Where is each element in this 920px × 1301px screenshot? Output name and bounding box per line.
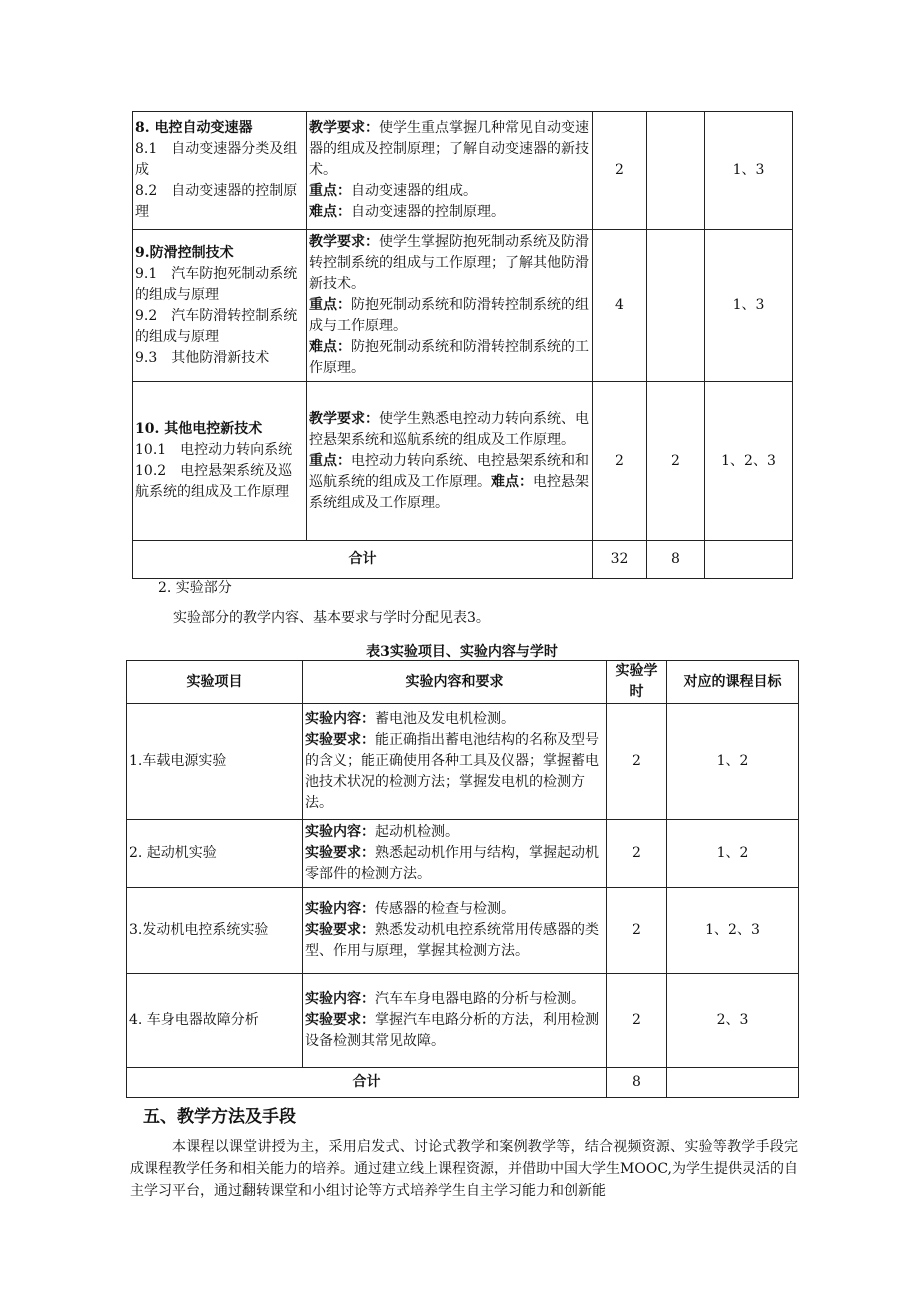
theory-hours: 2 — [593, 382, 647, 541]
experiment-goals: 1、2 — [667, 704, 799, 820]
chapter-item: 10.2 电控悬架系统及巡航系统的组成及工作原理 — [135, 463, 293, 500]
total-goals — [667, 1068, 799, 1098]
chapter-cell — [133, 112, 307, 230]
table-row — [127, 820, 799, 888]
total-row — [127, 1068, 799, 1098]
chapter-item: 9.3 其他防滑新技术 — [135, 349, 270, 366]
chapter-item: 8.1 自动变速器分类及组成 — [135, 141, 298, 178]
table-row — [127, 704, 799, 820]
chapter-item: 8.2 自动变速器的控制原理 — [135, 183, 298, 220]
chapter-item: 9.2 汽车防滑转控制系统的组成与原理 — [135, 307, 298, 345]
section-intro: 实验部分的教学内容、基本要求与学时分配见表3。 — [173, 610, 490, 626]
experiment-goals: 1、2、3 — [667, 888, 799, 974]
table-row — [127, 888, 799, 974]
table-row — [127, 974, 799, 1068]
chapter-title: 10. 其他电控新技术 — [135, 421, 263, 437]
course-goals: 1、2、3 — [705, 382, 793, 541]
experiment-project: 3.发动机电控系统实验 — [127, 888, 303, 974]
section-heading: 2. 实验部分 — [158, 580, 232, 596]
experiment-goals: 2、3 — [667, 974, 799, 1068]
table-row — [133, 382, 793, 541]
total-practice: 8 — [647, 541, 705, 579]
header-goals: 对应的课程目标 — [667, 661, 799, 704]
theory-hours: 2 — [593, 112, 647, 230]
section-five-heading: 五、教学方法及手段 — [143, 1107, 296, 1127]
total-row — [133, 541, 793, 579]
header-content: 实验内容和要求 — [303, 661, 607, 704]
chapter-title: 9.防滑控制技术 — [135, 244, 234, 261]
section-five-paragraph: 本课程以课堂讲授为主，采用启发式、讨论式教学和案例教学等，结合视频资源、实验等教学手段完成课程教学任务和相关能力的培养。通过建立线上课程资源，并借助中国大学生MOOC,为学生提供灵活的自主学习平台，通过翻转课堂和小组讨论等方式培养学生自主学习能力和创新能 — [130, 1139, 798, 1199]
chapter-title: 8. 电控自动变速器 — [135, 120, 253, 136]
experiment-content: 实验内容：传感器的检查与检测。 实验要求：熟悉发动机电控系统常用传感器的类型、作用与原理，掌握其检测方法。 — [303, 888, 607, 974]
total-theory: 32 — [593, 541, 647, 579]
course-goals: 1、3 — [705, 112, 793, 230]
chapter-cell — [133, 382, 307, 541]
total-label: 合计 — [133, 541, 593, 579]
chapter-item: 10.1 电控动力转向系统 — [135, 442, 293, 458]
total-label: 合计 — [127, 1068, 607, 1098]
table-row — [133, 230, 793, 382]
experiment-hours: 2 — [607, 974, 667, 1068]
table-header-row — [127, 661, 799, 704]
table-caption: 表3实验项目、实验内容与学时 — [366, 644, 558, 660]
total-goals — [705, 541, 793, 579]
experiment-project: 4. 车身电器故障分析 — [127, 974, 303, 1068]
chapter-cell — [133, 230, 307, 382]
requirement-cell: 教学要求：使学生掌握防抱死制动系统及防滑转控制系统的组成与工作原理；了解其他防滑新技术。 重点：防抱死制动系统和防滑转控制系统的组成与工作原理。 难点：防抱死制动系统和防滑转控制系统的工作原理。 — [307, 230, 593, 382]
requirement-cell: 教学要求：使学生重点掌握几种常见自动变速器的组成及控制原理；了解自动变速器的新技术。 重点：自动变速器的组成。 难点：自动变速器的控制原理。 — [307, 112, 593, 230]
experiment-goals: 1、2 — [667, 820, 799, 888]
header-project: 实验项目 — [127, 661, 303, 704]
experiment-content: 实验内容：起动机检测。 实验要求：熟悉起动机作用与结构，掌握起动机零部件的检测方法。 — [303, 820, 607, 888]
course-content-table — [132, 111, 793, 579]
experiment-project: 1.车载电源实验 — [127, 704, 303, 820]
header-hours: 实验学时 — [607, 661, 667, 704]
experiment-hours: 2 — [607, 888, 667, 974]
requirement-cell: 教学要求：使学生熟悉电控动力转向系统、电控悬架系统和巡航系统的组成及工作原理。 重点：电控动力转向系统、电控悬架系统和和巡航系统的组成及工作原理。难点：电控悬架系统组成及工作原理。 — [307, 382, 593, 541]
experiment-hours: 2 — [607, 820, 667, 888]
experiment-hours: 2 — [607, 704, 667, 820]
experiment-content: 实验内容：汽车车身电器电路的分析与检测。 实验要求：掌握汽车电路分析的方法，利用检测设备检测其常见故障。 — [303, 974, 607, 1068]
table-row — [133, 112, 793, 230]
chapter-item: 9.1 汽车防抱死制动系统的组成与原理 — [135, 265, 298, 303]
total-hours: 8 — [607, 1068, 667, 1098]
experiment-table — [126, 660, 799, 1098]
practice-hours — [647, 230, 705, 382]
experiment-project: 2. 起动机实验 — [127, 820, 303, 888]
experiment-content: 实验内容：蓄电池及发电机检测。 实验要求：能正确指出蓄电池结构的名称及型号的含义；能正确使用各种工具及仪器；掌握蓄电池技术状况的检测方法；掌握发电机的检测方法。 — [303, 704, 607, 820]
practice-hours — [647, 112, 705, 230]
practice-hours: 2 — [647, 382, 705, 541]
course-goals: 1、3 — [705, 230, 793, 382]
theory-hours: 4 — [593, 230, 647, 382]
